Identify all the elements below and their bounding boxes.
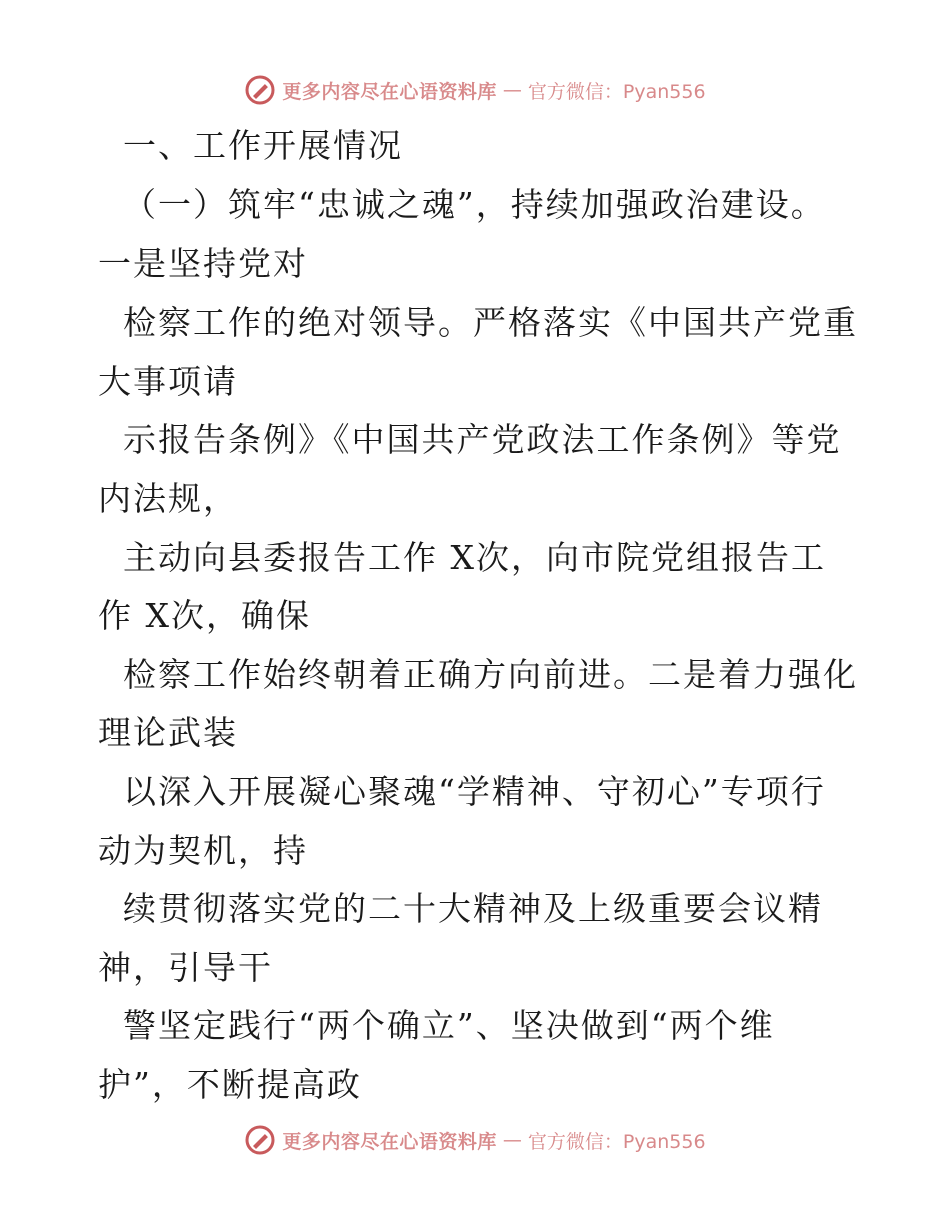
pen-seal-icon: [244, 1124, 276, 1156]
paragraph-line: 动为契机，持: [98, 831, 308, 870]
paragraph-line: 主动向县委报告工作 X次，向市院党组报告工: [98, 538, 826, 577]
watermark-brand: 更多内容尽在心语资料库: [282, 1130, 497, 1153]
paragraph-line: 内法规，: [98, 479, 238, 518]
paragraph-line: 检察工作的绝对领导。严格落实《中国共产党重: [98, 303, 858, 342]
paragraph-line: 神，引导干: [98, 948, 273, 987]
paragraph-line: 以深入开展凝心聚魂“学精神、守初心”专项行: [98, 772, 826, 811]
paragraph-line: 护”，不断提高政: [98, 1065, 362, 1104]
paragraph-line: 一是坚持党对: [98, 244, 308, 283]
pen-seal-icon: [244, 74, 276, 106]
paragraph-line: 大事项请: [98, 362, 238, 401]
paragraph-line: 理论武装: [98, 713, 238, 752]
watermark-separator: —: [502, 79, 522, 101]
watermark-footer: [0, 1122, 950, 1158]
paragraph-line: （一）筑牢“忠诚之魂”，持续加强政治建设。: [98, 185, 826, 224]
paragraph-line: 续贯彻落实党的二十大精神及上级重要会议精: [98, 889, 823, 928]
watermark-separator: —: [502, 1129, 522, 1151]
paragraph-line: 作 X次，确保: [98, 596, 311, 635]
watermark-contact: 官方微信：Pyan556: [527, 80, 706, 103]
watermark-header: [0, 72, 950, 108]
paragraph-line: 警坚定践行“两个确立”、坚决做到“两个维: [98, 1006, 775, 1045]
watermark-brand: 更多内容尽在心语资料库: [282, 80, 497, 103]
section-heading: 一、工作开展情况: [98, 126, 403, 165]
watermark-contact: 官方微信：Pyan556: [527, 1130, 706, 1153]
paragraph-line: 检察工作始终朝着正确方向前进。二是着力强化: [98, 655, 858, 694]
paragraph-line: 示报告条例》《中国共产党政法工作条例》等党: [98, 420, 842, 459]
